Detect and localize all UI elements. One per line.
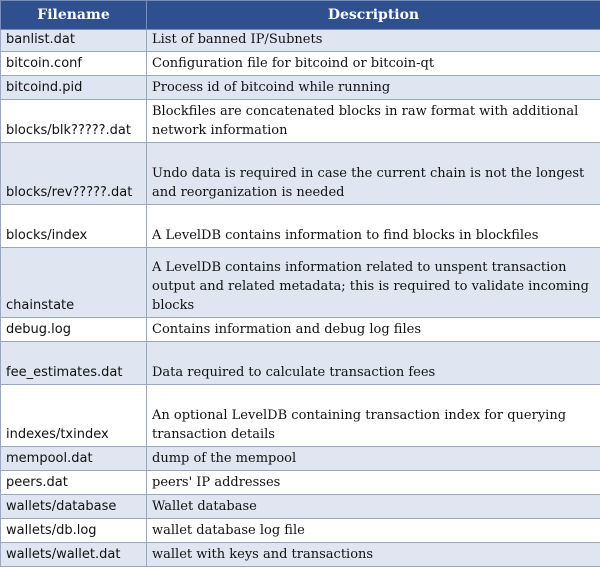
filename-cell: debug.log	[1, 318, 147, 342]
description-cell: wallet with keys and transactions	[147, 543, 600, 567]
table-row	[1, 318, 600, 342]
description-cell: A LevelDB contains information to find blocks in blockfiles	[147, 205, 600, 248]
filename-cell: fee_estimates.dat	[1, 342, 147, 385]
filename-cell: blocks/blk?????.dat	[1, 100, 147, 143]
table-row	[1, 143, 600, 205]
header-row	[1, 1, 600, 30]
description-cell: dump of the mempool	[147, 447, 600, 471]
table-row	[1, 30, 600, 52]
filename-cell: mempool.dat	[1, 447, 147, 471]
table-row	[1, 447, 600, 471]
description-cell: peers' IP addresses	[147, 471, 600, 495]
filename-cell: wallets/wallet.dat	[1, 543, 147, 567]
table-row	[1, 248, 600, 318]
filename-cell: indexes/txindex	[1, 385, 147, 447]
filename-cell: banlist.dat	[1, 30, 147, 52]
table-row	[1, 342, 600, 385]
description-cell: List of banned IP/Subnets	[147, 30, 600, 52]
filename-cell: wallets/database	[1, 495, 147, 519]
table-row	[1, 495, 600, 519]
description-cell: wallet database log file	[147, 519, 600, 543]
table-row	[1, 471, 600, 495]
description-cell: Blockfiles are concatenated blocks in raw format with additional network information	[147, 100, 600, 143]
table-row	[1, 519, 600, 543]
table-row	[1, 52, 600, 76]
description-cell: Configuration file for bitcoind or bitcoin-qt	[147, 52, 600, 76]
description-cell: Undo data is required in case the current chain is not the longest and reorganization is needed	[147, 143, 600, 205]
description-cell: Process id of bitcoind while running	[147, 76, 600, 100]
table-row	[1, 543, 600, 567]
filename-cell: blocks/index	[1, 205, 147, 248]
filename-cell: blocks/rev?????.dat	[1, 143, 147, 205]
description-cell: Contains information and debug log files	[147, 318, 600, 342]
filename-cell: chainstate	[1, 248, 147, 318]
table-row	[1, 76, 600, 100]
filename-cell: bitcoind.pid	[1, 76, 147, 100]
filename-cell: bitcoin.conf	[1, 52, 147, 76]
description-cell: Wallet database	[147, 495, 600, 519]
table-row	[1, 205, 600, 248]
header-description: Description	[147, 1, 600, 30]
table-row	[1, 385, 600, 447]
table-row	[1, 100, 600, 143]
description-cell: Data required to calculate transaction fees	[147, 342, 600, 385]
description-cell: An optional LevelDB containing transaction index for querying transaction details	[147, 385, 600, 447]
filename-cell: wallets/db.log	[1, 519, 147, 543]
header-filename: Filename	[1, 1, 147, 30]
filename-cell: peers.dat	[1, 471, 147, 495]
description-cell: A LevelDB contains information related to unspent transaction output and related metadata; this is required to validate incoming blocks	[147, 248, 600, 318]
